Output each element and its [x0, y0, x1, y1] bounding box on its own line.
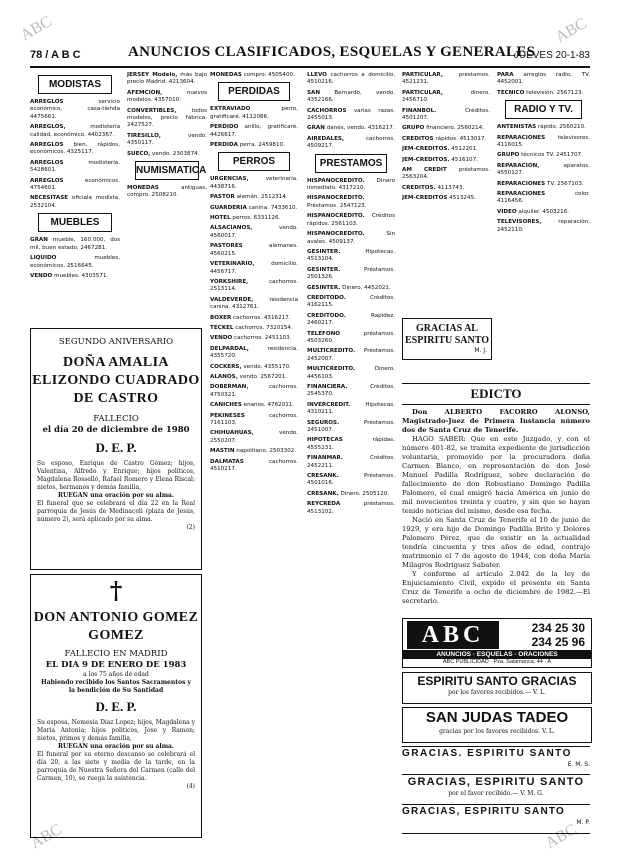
- cross-icon: †: [109, 576, 123, 605]
- classified-ad: BOXER cachorros. 4316217.: [210, 314, 291, 321]
- classified-ad: MONEDAS antiguas, compro. 2508210.: [127, 185, 207, 199]
- classified-ad: ALANOS, vendo. 2567201.: [210, 373, 288, 380]
- classified-ad: TELEFONO préstamos. 4503260.: [307, 330, 395, 344]
- deceased-name: DON ANTONIO GOMEZ GOMEZ: [33, 610, 199, 643]
- obituary-dep: D. E. P.: [95, 440, 137, 455]
- obituary-ref: (4): [186, 783, 195, 790]
- obituary-ruegan: RUEGAN una oración por su alma.: [57, 492, 175, 499]
- edicto-title: EDICTO: [402, 383, 590, 405]
- classified-ad: LIQUIDO muebles, económicos. 2516645.: [30, 255, 120, 269]
- classified-ad: MASTIN napolitano. 2503302.: [210, 448, 297, 455]
- watermark-top-left: ABC: [17, 12, 55, 45]
- abc-phone-1: 234 25 30: [531, 621, 585, 635]
- classified-ad: CRESANK. Préstamos. 4501016.: [307, 473, 395, 487]
- classified-ad: VIDEO alquiler. 4503216.: [497, 208, 570, 215]
- edicto-p3: Nació en Santa Cruz de Tenerife el 10 de junio de 1929, y era hijo de Domingo Padilla Brito y Dolores Palomero Pérez, que de existir en la actualidad tendría cincuenta y tres años de edad, contrajo matrimonio el 7 de agosto de 1944, con doña María Milagros Rodríguez Sabater.: [402, 516, 590, 569]
- classified-ad: REPARACIONES color. 4116456.: [497, 191, 590, 205]
- notice-espiritu-santo-2: [402, 746, 590, 773]
- classified-ad: JERSEY Modelo, más bajo precio Madrid. 4213604.: [127, 72, 207, 86]
- classified-ad: PERDIDO anillo, gratificaré. 4426617.: [210, 124, 298, 138]
- obituary-falleced: FALLECIO: [93, 414, 139, 424]
- classified-ad: ARREGLOS económicos. 4754601.: [30, 177, 120, 192]
- classified-ad: HISPANOCREDITO. Préstamos. 2547123.: [307, 195, 367, 209]
- classified-ad: PARTICULAR, préstamos. 4521231.: [402, 72, 490, 86]
- column-perdidas-perros: [210, 72, 298, 832]
- classified-ad: CONVERTIBLES, todos modelos, precio fábrica. 2427527.: [127, 107, 207, 129]
- notice-sub: por el favor recibido.— V. M. G.: [448, 790, 544, 797]
- classified-ad: EXTRAVIADO perro, gratificaré. 4112086.: [210, 106, 298, 120]
- classified-ad: REPARACIONES TV. 2567103.: [497, 180, 584, 187]
- classified-ad: PARTICULAR, dinero. 2456710.: [402, 89, 490, 104]
- gracias-sign: M. J.: [474, 347, 487, 354]
- obituary-family: Su esposa, Nemesia Diaz Lopez; hijos, Magdalena y Maria Antonia; hijos politicos, Jose y Ramon; nietos, primos y demás familia,: [37, 719, 195, 742]
- obituary-heading: SEGUNDO ANIVERSARIO: [58, 337, 174, 347]
- classified-ad: REPARACION, aparatos. 4550127.: [497, 162, 590, 177]
- classified-ad: CRESANK. Dinero. 2505120.: [307, 490, 390, 497]
- classified-ad: MULTICREDITO. Préstamos. 2452007.: [307, 348, 395, 362]
- classified-ad: VENDO cachorros. 2451103.: [210, 335, 292, 342]
- classified-ad: ARREGLOS servicio económico, casa-tienda 4475661.: [30, 99, 120, 120]
- section-title: ANUNCIOS CLASIFICADOS, ESQUELAS Y GENERALES: [128, 44, 536, 60]
- edicto-p4: Y conforme al artículo 2.042 de la ley de Enjuiciamiento Civil, expido el presente en Santa Cruz de Tenerife a ocho de diciembre de 1982.—El secretario.: [402, 570, 590, 605]
- classified-ad: HISPANOCREDITO. Dinero inmediato. 4317210.: [307, 177, 395, 192]
- section-heading-modistas: MODISTAS: [38, 75, 112, 94]
- edicto-notice: [402, 383, 590, 606]
- classified-ad: TECNICO televisión. 2567123.: [497, 89, 584, 96]
- classified-ad: YORKSHIRE, cachorros. 2513114.: [210, 278, 298, 293]
- classified-ad: DELPARDAL, residencia. 4355720.: [210, 345, 298, 360]
- classified-ad: JEM-CREDITOS. 4516107.: [402, 156, 478, 163]
- notice-title: GRACIAS, ESPIRITU SANTO: [402, 806, 565, 817]
- notice-sub: gracias por los favores recibidos. V. L.: [439, 728, 555, 735]
- classified-ad: MULTICREDITO. Dinero. 4456103.: [307, 366, 395, 380]
- edicto-p2: HAGO SABER: Que en este Juzgado, y con el número 401-82, se tramita expediente de jurisdicción voluntaria, promovido por la procuradora doña Carmen Blanco, en representación de don José Manuel Padilla Rodríguez, sobre declaración de fallecimiento de don Robustiano Domingo Padilla Palomero, el cual emigró hacia América en junio de mil novecientos treinta y cuatro, y sin que se hayan tenido noticias del mismo, desde esa fecha.: [402, 435, 590, 515]
- classified-ad: PERDIDA perra. 2459810.: [210, 142, 285, 149]
- classified-ad: GUARDERIA canina. 7433610.: [210, 204, 298, 211]
- page-number: 78 / A B C: [30, 49, 81, 61]
- watermark-bottom-left: ABC: [27, 820, 65, 853]
- classified-ad: GESINTER. Dinero. 4452021.: [307, 284, 391, 291]
- gracias-title: GRACIAS AL ESPIRITU SANTO: [404, 323, 489, 346]
- classified-ad: REYCREDA préstamos. 4513102.: [307, 501, 395, 515]
- classified-ad: CREDITODO. Rapidez. 2460217.: [307, 312, 395, 327]
- classified-ad: HISPANOCREDITO. Sin avales. 4509137.: [307, 231, 395, 245]
- obituary-family: Su esposo, Enrique de Castro Gómez; hijos, Valentina, Alfredo y Enrique; hijos políticos, Magdalena Rosselló, Rafael Romero y Elena Riscal; nietos, hermanos y demás familia,: [37, 460, 195, 491]
- classified-ad: PASTOR alemán. 2512314.: [210, 194, 288, 201]
- classified-ad: PEKINESES cachorros. 7161103.: [210, 412, 298, 426]
- obituary-amalia: [30, 328, 202, 570]
- classified-ad: ARREGLOS, modistería calidad, económico. 4402367.: [30, 124, 120, 138]
- deceased-name: DOÑA AMALIA ELIZONDO CUADRADO DE CASTRO: [32, 355, 200, 406]
- classified-ad: VETERINARIO, domicilio. 4456717.: [210, 261, 298, 275]
- classified-ad: SAN Bernardo, vendo. 4352166.: [307, 89, 395, 104]
- column-2: [127, 72, 207, 322]
- notice-sign: M. P.: [576, 819, 590, 826]
- notice-espiritu-santo-4: [402, 804, 590, 834]
- classified-ad: PASTORES alemanes. 4560215.: [210, 243, 298, 257]
- obituary-antonio: [30, 574, 202, 838]
- abc-banner: ANUNCIOS · ESQUELAS · ORACIONES: [403, 650, 591, 659]
- obituary-fallecio: FALLECIO EN MADRID: [64, 649, 168, 659]
- classified-ad: GESINTER. Préstamos. 2501326.: [307, 266, 395, 281]
- classified-ad: MONEDAS compro. 4505400.: [210, 72, 295, 78]
- gracias-espiritu-santo-box: [402, 318, 492, 360]
- notice-title: GRACIAS. ESPIRITU SANTO: [402, 748, 572, 759]
- column-5: [402, 72, 490, 322]
- classified-ad: TIRESILLO, vendo. 4350117.: [127, 132, 207, 147]
- classified-ad: LLEVO cachorros a domicilio. 4510216.: [307, 72, 395, 86]
- obituary-dep: D. E. P.: [95, 699, 137, 714]
- watermark-bottom-right: ABC: [542, 820, 580, 853]
- notice-title: GRACIAS, ESPIRITU SANTO: [407, 776, 585, 788]
- classified-ad: NECESITASE oficiala modista. 2532104.: [30, 195, 120, 209]
- classified-ad: CREDITODO. Créditos. 4162115.: [307, 294, 395, 309]
- abc-advert: [402, 618, 592, 668]
- page-header: [30, 44, 590, 68]
- classified-ad: GRUPO financiero. 2560214.: [402, 125, 484, 132]
- obituary-ref: (2): [186, 524, 195, 531]
- classified-ad: DALMATAS cachorros. 4510217.: [210, 458, 298, 473]
- classified-ad: CREDITOS rápidos. 4513017.: [402, 135, 487, 142]
- obituary-funeral: El funeral por su eterno descanso se celebrará el día 20, a las siete y media de la tarde, en la parroquia de Nuestra Señora del Carmen (calle del Carmen, 10), se ruega la asistencia.: [37, 751, 195, 782]
- section-heading-numismatica: NUMISMATICA: [135, 161, 199, 180]
- notice-sign: E. M. S.: [567, 761, 590, 768]
- classified-ad: JEM-CREDITOS. 4512201.: [402, 146, 478, 153]
- section-heading-perros: PERROS: [218, 152, 290, 171]
- obituary-sacraments: Habiendo recibido los Santos Sacramentos y la bendición de Su Santidad: [41, 679, 191, 694]
- classified-ad: HOTEL perros. 6331126.: [210, 215, 281, 222]
- section-heading-prestamos: PRESTAMOS: [315, 154, 387, 173]
- classified-ad: AFEMCION, nuevos modelos. 4357010.: [127, 89, 207, 104]
- classified-ad: CACHORROS varias razas. 2455013.: [307, 107, 395, 122]
- classified-ad: CREDITOS. 4113743.: [402, 184, 465, 191]
- notice-espiritu-santo-1: [402, 672, 592, 704]
- classified-ad: AM CREDIT préstamos. 2563204.: [402, 167, 490, 181]
- classified-ad: ANTENISTAS rápido. 2560210.: [497, 124, 586, 131]
- column-radio-tv: [497, 72, 590, 362]
- classified-ad: SEGUROS. Préstamos. 2451007.: [307, 419, 395, 434]
- classified-ad: DOBERMAN, cachorros. 4750321.: [210, 384, 298, 398]
- classified-ad: FINANMAR. Créditos. 2452211.: [307, 455, 395, 469]
- classified-ad: INVERCREDIT. Hipotecas. 4310211.: [307, 401, 395, 416]
- watermark-top-right: ABC: [552, 14, 590, 47]
- classified-ad: VENDO muebles. 4303571.: [30, 272, 109, 279]
- classified-ad: GRUPO técnicos TV. 2451707.: [497, 152, 583, 159]
- notice-title: SAN JUDAS TADEO: [425, 709, 569, 726]
- classified-ad: URGENCIAS, veterinaria. 4438716.: [210, 176, 298, 190]
- obituary-funeral: El funeral que se celebrará el día 22 en la Real parroquia de Jesús de Medinaceli (plaza de Jesús, número 2), será aplicado por su alma.: [37, 500, 195, 523]
- section-heading-muebles: MUEBLES: [38, 213, 112, 232]
- obituary-age: a los 75 años de edad: [83, 671, 149, 678]
- edicto-p1: Don ALBERTO FACORRO ALONSO, Magistrado-Juez de Primera Instancia número dos de Santa Cruz de Tenerife.: [402, 408, 590, 434]
- classified-ad: TECKEL cachorros. 7320154.: [210, 324, 293, 331]
- notice-san-judas: [402, 707, 592, 743]
- classified-ad: GRAN danés, vendo. 4316217.: [307, 125, 395, 132]
- abc-logo: ABC: [407, 621, 499, 649]
- section-heading-radio-tv: RADIO Y TV.: [505, 100, 582, 119]
- classified-ad: CHIHUAHUAS, vendo. 2550207.: [210, 430, 298, 444]
- classified-ad: FINANCIERA. Créditos. 2545370.: [307, 384, 395, 398]
- obituary-ruegan: RUEGAN una oración por su alma.: [57, 743, 175, 750]
- classified-ad: SUECO, vendo. 2303874.: [127, 150, 200, 157]
- classified-ad: COCKERS, vendo. 4355170.: [210, 363, 291, 370]
- classified-ad: AIREDALES, cachorros. 4509217.: [307, 135, 395, 150]
- classified-ad: ARREGLOS bien, rápidos, económicos. 4325117.: [30, 142, 120, 156]
- classified-ad: VALDEVERDE, residencia canina. 4312761.: [210, 296, 298, 311]
- notice-espiritu-santo-3: [402, 774, 590, 803]
- classified-ad: PARA arreglos radio, TV. 4452001.: [497, 72, 590, 86]
- classified-ad: TELEVISORES, reparación. 2452110.: [497, 219, 590, 233]
- classified-ad: HISPANOCREDITO. Créditos rápidos. 2561103.: [307, 213, 395, 227]
- obituary-date: EL DIA 9 DE ENERO DE 1983: [45, 660, 187, 670]
- obituary-date: el día 20 de diciembre de 1980: [42, 425, 190, 435]
- column-modistas-muebles: [30, 72, 120, 322]
- abc-address: ABC PUBLICIDAD · Pza. Salamanca, 44 · A: [442, 659, 552, 665]
- page-date: JUEVES 20-1-83: [513, 50, 590, 61]
- classified-ad: JEM-CREDITOS 4513245.: [402, 195, 476, 202]
- notice-title: ESPIRITU SANTO GRACIAS: [417, 674, 577, 688]
- notice-sub: por los favores recibidos.— V. L.: [448, 689, 546, 696]
- classified-ad: GESINTER. Hipotecas. 4513104.: [307, 248, 395, 263]
- classified-ad: CANICHES enanos. 4762011.: [210, 402, 295, 409]
- classified-ad: REPARACIONES televisores. 4116015.: [497, 134, 590, 149]
- classified-ad: GRAN mueble, 160.000, dos mil, buen estado. 2467281.: [30, 237, 120, 251]
- column-prestamos: [307, 72, 395, 832]
- classified-ad: FINANBOL. Créditos. 4501207.: [402, 107, 490, 122]
- abc-phone-2: 234 25 96: [531, 635, 585, 649]
- classified-ad: ARREGLOS modistería. 5428601.: [30, 159, 120, 174]
- classified-ad: ALSACIANOS, vendo. 4560017.: [210, 225, 298, 239]
- classified-ad: HIPOTECAS rápidas. 4555231.: [307, 437, 395, 451]
- section-heading-perdidas: PERDIDAS: [218, 82, 290, 101]
